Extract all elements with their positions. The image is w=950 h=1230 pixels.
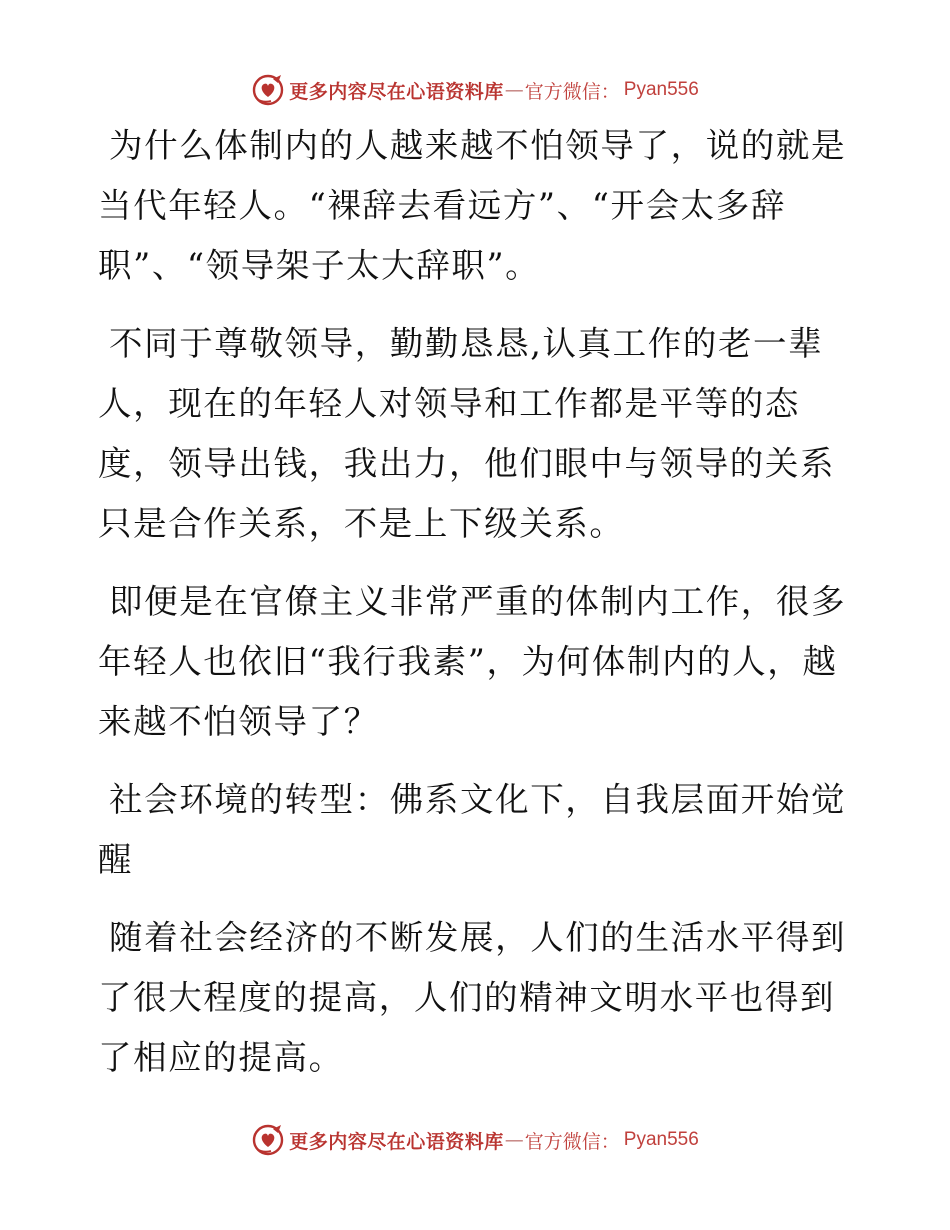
paragraph-2: 不同于尊敬领导，勤勤恳恳,认真工作的老一辈人，现在的年轻人对领导和工作都是平等的态度，领导出钱，我出力，他们眼中与领导的关系只是合作关系，不是上下级关系。 — [98, 324, 836, 543]
watermark-colon: ： — [600, 80, 620, 103]
heart-pen-logo-icon — [251, 1123, 285, 1157]
watermark-dash: — — [504, 1129, 524, 1151]
watermark-colon: ： — [600, 1130, 620, 1153]
header-watermark — [0, 70, 950, 110]
watermark-dash: — — [504, 79, 524, 101]
paragraph-3: 即便是在官僚主义非常严重的体制内工作，很多年轻人也依旧“我行我素”，为何体制内的人，越来越不怕领导了？ — [98, 582, 847, 741]
watermark-label: 官方微信 — [524, 1130, 601, 1153]
document-body — [98, 116, 858, 1106]
footer-watermark — [0, 1120, 950, 1160]
watermark-title: 更多内容尽在心语资料库 — [289, 80, 504, 103]
watermark-title: 更多内容尽在心语资料库 — [289, 1130, 504, 1153]
section-heading: 社会环境的转型：佛系文化下，自我层面开始觉醒 — [98, 780, 847, 879]
paragraph-5: 随着社会经济的不断发展，人们的生活水平得到了很大程度的提高，人们的精神文明水平也得到了相应的提高。 — [98, 918, 847, 1077]
watermark-label: 官方微信 — [524, 80, 601, 103]
watermark-wechat-id: Pyan556 — [623, 1129, 699, 1150]
paragraph-1: 为什么体制内的人越来越不怕领导了，说的就是当代年轻人。“裸辞去看远方”、“开会太多辞职”、“领导架子太大辞职”。 — [98, 126, 847, 285]
watermark-wechat-id: Pyan556 — [623, 79, 699, 100]
heart-pen-logo-icon — [251, 73, 285, 107]
